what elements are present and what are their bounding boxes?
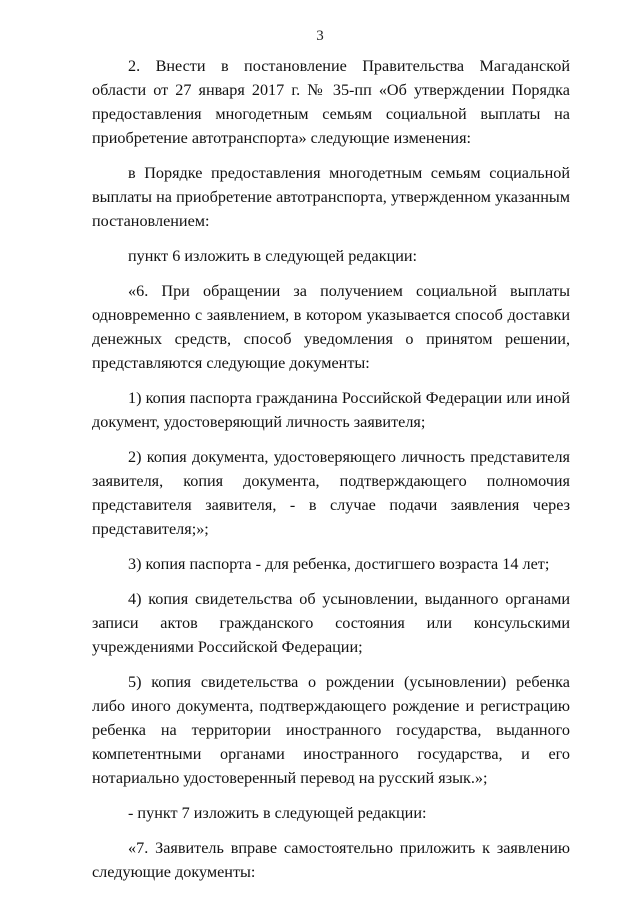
paragraph-item6-text: «6. При обращении за получением социальной выплаты одновременно с заявлением, в котором указывается способ доставки денежных средств, способ уведомления о принятом решении, представляются следующие документы:	[92, 282, 570, 372]
paragraph-item6-heading: пункт 6 изложить в следующей редакции:	[128, 247, 418, 265]
paragraph-item7-heading: - пункт 7 изложить в следующей редакции:	[128, 804, 427, 822]
page-number: 3	[316, 28, 324, 44]
paragraph-doc-3: 3) копия паспорта - для ребенка, достигшего возраста 14 лет;	[128, 555, 550, 573]
paragraph-doc-1: 1) копия паспорта гражданина Российской Федерации или иной документ, удостоверяющий личность заявителя;	[92, 389, 570, 431]
paragraph-doc-5: 5) копия свидетельства о рождении (усыновлении) ребенка либо иного документа, подтверждающего рождение и регистрацию ребенка на территории иностранного государства, выданного компетентными органами иностранного государства, и его нотариально удостоверенный перевод на русский язык.»;	[92, 673, 570, 787]
paragraph-order-reference: в Порядке предоставления многодетным семьям социальной выплаты на приобретение автотранспорта, утвержденном указанным постановлением:	[92, 164, 570, 230]
document-body	[92, 54, 570, 895]
paragraph-doc-4: 4) копия свидетельства об усыновлении, выданного органами записи актов гражданского состояния или консульскими учреждениями Российской Федерации;	[92, 590, 570, 656]
paragraph-doc-2: 2) копия документа, удостоверяющего личность представителя заявителя, копия документа, подтверждающего полномочия представителя заявителя, - в случае подачи заявления через представителя;»;	[92, 448, 570, 538]
paragraph-item7-text: «7. Заявитель вправе самостоятельно приложить к заявлению следующие документы:	[92, 839, 570, 881]
paragraph-amendment-intro: 2. Внести в постановление Правительства Магаданской области от 27 января 2017 г. № 35-пп «Об утверждении Порядка предоставления многодетным семьям социальной выплаты на приобретение автотранспорта» следующие изменения:	[92, 57, 570, 147]
